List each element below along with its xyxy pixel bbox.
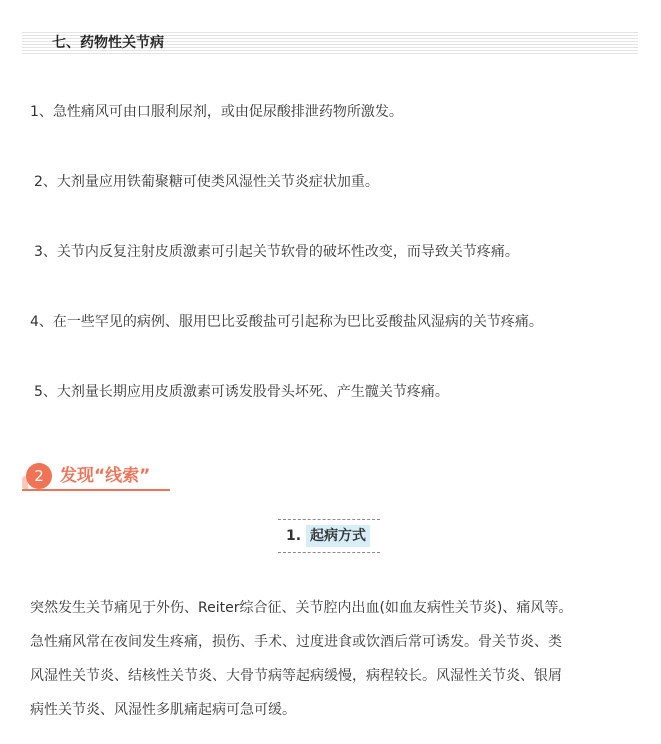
section-title: 七、药物性关节病: [52, 35, 164, 51]
onset-subheading: [278, 519, 380, 553]
heading-underline: [22, 489, 170, 491]
paragraph-line: 风湿性关节炎、结核性关节炎、大骨节病等起病缓慢，病程较长。风湿性关节炎、银屑: [30, 668, 562, 684]
list-item: 5、大剂量长期应用皮质激素可诱发股骨头坏死、产生髋关节疼痛。: [34, 384, 449, 400]
subheading-number: 1.: [286, 528, 302, 544]
paragraph-line: 病性关节炎、风湿性多肌痛起病可急可缓。: [30, 702, 296, 718]
paragraph-line: 急性痛风常在夜间发生疼痛，损伤、手术、过度进食或饮酒后常可诱发。骨关节炎、类: [30, 634, 562, 650]
list-item: 3、关节内反复注射皮质激素可引起关节软骨的破坏性改变，而导致关节疼痛。: [34, 244, 519, 260]
list-item: 4、在一些罕见的病例、服用巴比妥酸盐可引起称为巴比妥酸盐风湿病的关节疼痛。: [30, 314, 543, 330]
discovery-heading: [22, 460, 170, 490]
section-header: [22, 30, 638, 56]
list-item: 1、急性痛风可由口服利尿剂，或由促尿酸排泄药物所激发。: [30, 104, 403, 120]
paragraph-line: 突然发生关节痛见于外伤、Reiter综合征、关节腔内出血(如血友病性关节炎)、痛风等。: [30, 600, 573, 616]
number-badge: 2: [26, 463, 52, 489]
subheading-label: 起病方式: [306, 525, 370, 547]
list-item: 2、大剂量应用铁葡聚糖可使类风湿性关节炎症状加重。: [34, 174, 379, 190]
discovery-title: 发现“线索”: [60, 466, 151, 486]
